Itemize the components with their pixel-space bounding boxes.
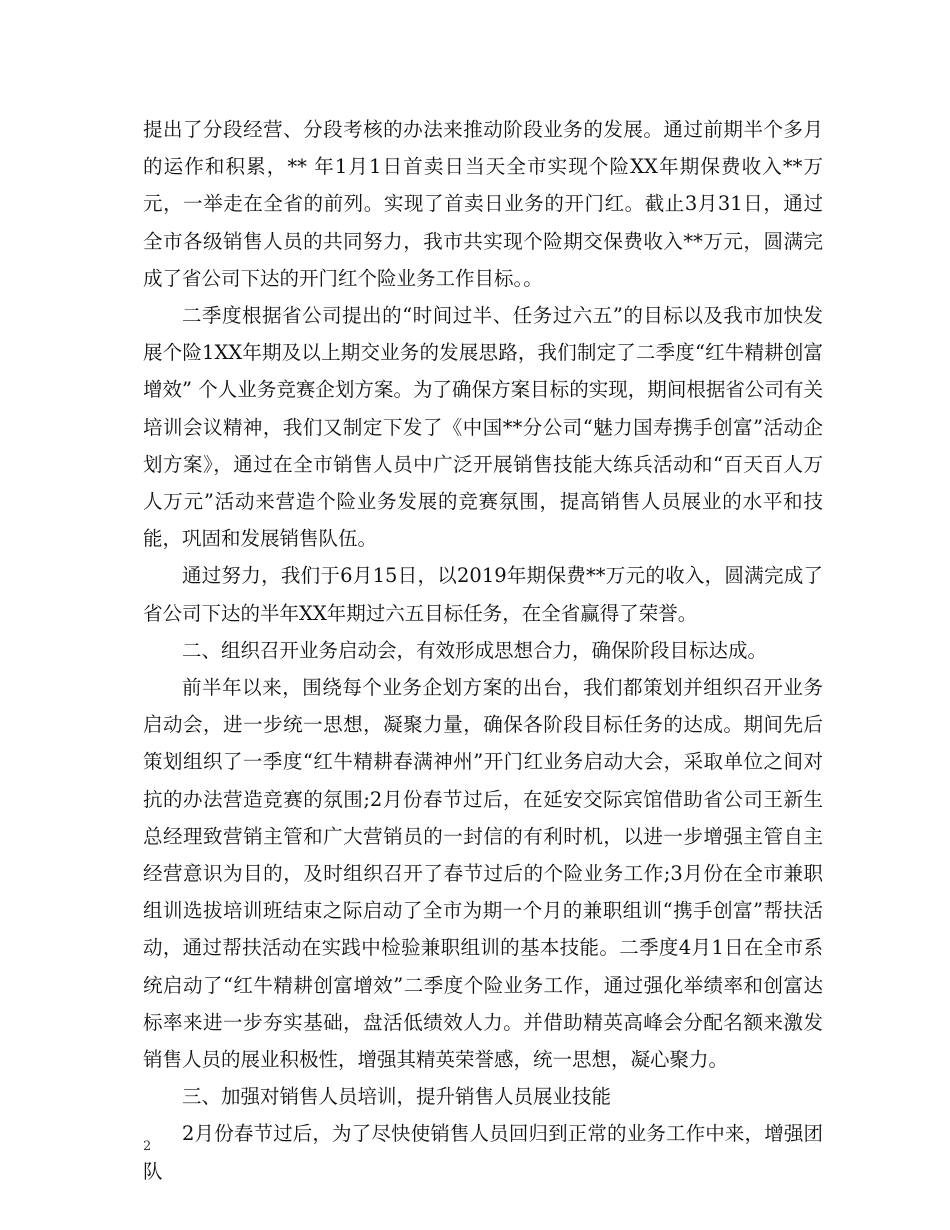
paragraph-continuation: 提出了分段经营、分段考核的办法来推动阶段业务的发展。通过前期半个多月的运作和积累，** 年1月1日首卖日当天全市实现个险XX年期保费收入**万元，一举走在全省的前列。实现了首卖日业务的开门红。截止3月31日，通过全市各级销售人员的共同努力，我市共实现个险期交保费收入**万元，圆满完成了省公司下达的开门红个险业务工作目标。。 [143,118,823,290]
paragraph-kickoff-meetings: 前半年以来，围绕每个业务企划方案的出台，我们都策划并组织召开业务启动会，进一步统一思想，凝聚力量，确保各阶段目标任务的达成。期间先后策划组织了一季度“红牛精耕春满神州”开门红业务启动大会，采取单位之间对抗的办法营造竞赛的氛围;2月份春节过后，在延安交际宾馆借助省公司王新生总经理致营销主管和广大营销员的一封信的有利时机，以进一步增强主管自主经营意识为目的，及时组织召开了春节过后的个险业务工作;3月份在全市兼职组训选拔培训班结束之际启动了全市为期一个月的兼职组训“携手创富”帮扶活动，通过帮扶活动在实践中检验兼职组训的基本技能。二季度4月1日在全市系统启动了“红牛精耕创富增效”二季度个险业务工作，通过强化举绩率和创富达标率来进一步夯实基础，盘活低绩效人力。并借助精英高峰会分配名额来激发销售人员的展业积极性，增强其精英荣誉感，统一思想，凝心聚力。 [143,676,823,1072]
section-heading-sales-training: 三、加强对销售人员培训，提升销售人员展业技能 [182,1085,612,1109]
page-number: 2 [143,1139,152,1154]
paragraph-second-quarter-plan: 二季度根据省公司提出的“时间过半、任务过六五”的目标以及我市加快发展个险1XX年期及以上期交业务的发展思路，我们制定了二季度“红牛精耕创富增效” 个人业务竞赛企划方案。为了确保方案目标的实现，期间根据省公司有关培训会议精神，我们又制定下发了《中国**分公司“魅力国寿携手创富”活动企划方案》，通过在全市销售人员中广泛开展销售技能大练兵活动和“百天百人万人万元”活动来营造个险业务发展的竞赛氛围，提高销售人员展业的水平和技能，巩固和发展销售队伍。 [143,304,823,551]
document-body [143,111,823,1190]
paragraph-half-year-result: 通过努力，我们于6月15日，以2019年期保费**万元的收入，圆满完成了省公司下达的半年XX年期过六五目标任务，在全省赢得了荣誉。 [143,564,823,625]
section-heading-kickoff-meetings: 二、组织召开业务启动会，有效形成思想合力，确保阶段目标达成。 [182,638,768,662]
paragraph-sales-training: 2月份春节过后，为了尽快使销售人员回归到正常的业务工作中来，增强团队 [143,1122,823,1183]
